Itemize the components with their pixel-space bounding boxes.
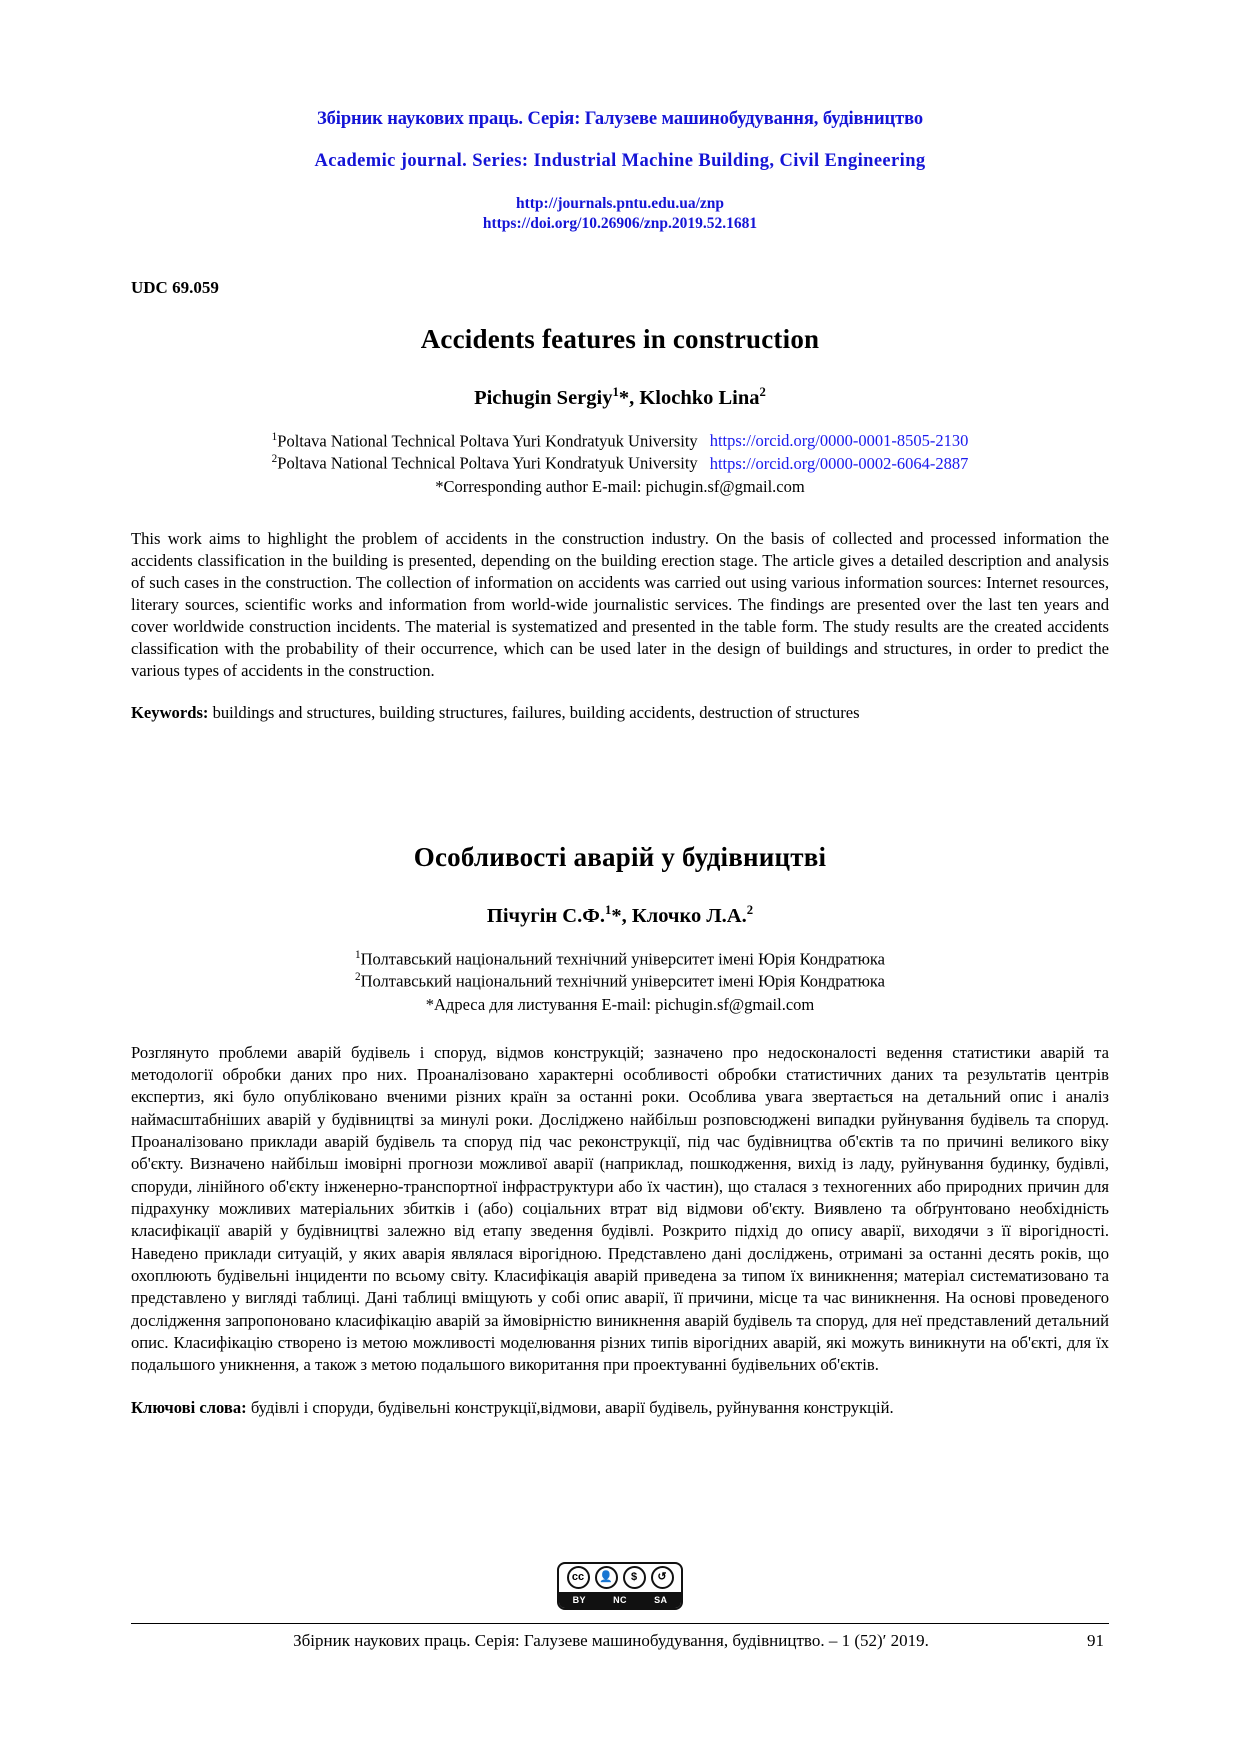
ukrainian-section [131,842,1109,1418]
affiliations-ukrainian [131,948,1109,1016]
cc-nc-label: NC [613,1595,627,1605]
affiliation-1-marker-ua: 1 [354,949,361,961]
affiliation-1-marker-en: 1 [271,430,278,443]
license-badge-wrapper [131,1562,1109,1615]
keywords-label-en: Keywords: [131,703,209,723]
cc-by-label: BY [572,1595,586,1605]
journal-url-link[interactable]: http://journals.pntu.edu.ua/znp [515,195,725,213]
page-content [131,0,1109,1419]
footer-divider [131,1623,1109,1624]
affiliation-2-name-en: Poltava National Technical Poltava Yuri Kondratyuk University [277,453,698,473]
journal-doi-link[interactable]: https://doi.org/10.26906/znp.2019.52.1681 [482,215,758,233]
affiliation-2-name-ua: Полтавський національний технічний університет імені Юрія Кондратюка [360,971,886,991]
corresponding-author-email-ua[interactable]: *Адреса для листування E-mail: pichugin.sf@gmail.com [425,994,815,1014]
cc-symbols-row [559,1564,681,1590]
affiliation-row-1-en [131,430,1109,452]
cc-circle-icon: cc [567,1566,590,1589]
footer-journal-reference: Збірник наукових праць. Серія: Галузеве машинобудування, будівництво. – 1 (52)′ 2019. [293,1631,929,1650]
authors-english [131,385,1109,410]
journal-title-ukrainian: Збірник наукових праць. Серія: Галузеве машинобудування, будівництво [316,109,924,129]
journal-header [131,108,1109,234]
affiliation-1-name-en: Poltava National Technical Poltava Yuri Kondratyuk University [277,431,698,451]
page-footer [131,1562,1109,1651]
udc-code: UDC 69.059 [131,278,219,298]
cc-sa-circle-icon: ↺ [651,1566,674,1589]
corresponding-star-ua: * [611,905,622,927]
keywords-value-ua: будівлі і споруди, будівельні конструкції,відмови, аварії будівель, руйнування конструкцій. [246,1397,894,1417]
cc-nc-circle-icon: $ [623,1566,646,1589]
author-1-name-ua: Пічугін С.Ф. [486,905,605,927]
affiliation-2-marker-en: 2 [271,453,278,466]
affiliation-2-marker-ua: 2 [354,971,361,984]
author-1-affil-marker-ua: 1 [604,903,612,918]
author-2-affil-marker-ua: 2 [746,903,754,918]
cc-labels-row [559,1592,681,1608]
affiliation-row-2-en [131,452,1109,474]
keywords-english [131,702,1109,724]
cc-by-circle-icon: 👤 [595,1566,618,1589]
cc-sa-label: SA [654,1595,668,1605]
article-title-english: Accidents features in construction [420,324,820,355]
abstract-english: This work aims to highlight the problem of accidents in the construction industry. On the basis of collected and processed information the accidents classification in the building is presented, depending on the building erection stage. The article gives a detailed description and analysis of such cases in the construction. The collection of information on accidents was carried out using various information sources: Internet resources, literary sources, scientific works and information from world-wide journalistic services. The findings are presented over the last ten years and cover worldwide construction incidents. The material is systematized and presented in the table form. The study results are the created accidents classification with the probability of their occurrence, which can be used later in the design of buildings and structures, in order to predict the various types of accidents in the construction. [131,528,1109,681]
journal-title-english: Academic journal. Series: Industrial Machine Building, Civil Engineering [314,151,926,172]
affiliation-row-1-ua [131,948,1109,970]
author-2-name-ua: , Клочко Л.А. [621,905,747,927]
creative-commons-icon[interactable] [557,1562,683,1610]
authors-ukrainian [131,903,1109,928]
author-2-affil-marker-en: 2 [759,385,766,400]
page-number: 91 [1087,1631,1104,1650]
author-1-affil-marker-en: 1 [612,385,619,400]
keywords-value-en: buildings and structures, building structures, failures, building accidents, destruction of structures [208,703,860,723]
keywords-label-ua: Ключові слова: [131,1397,247,1417]
author-1-name-en: Pichugin Sergiy [474,386,613,409]
orcid-link-2[interactable]: https://orcid.org/0000-0002-6064-2887 [709,453,969,473]
affiliation-1-name-ua: Полтавський національний технічний університет імені Юрія Кондратюка [360,949,886,969]
abstract-ukrainian: Розглянуто проблеми аварій будівель і споруд, відмов конструкцій; зазначено про недосконалості ведення статистики аварій та методології обробки даних про них. Проаналізовано характерні особливості обробки статистичних даних та результатів центрів експертиз, які було опубліковано вченими різних країн за останні роки. Особлива увага звертається на детальний опис і аналіз наймасштабніших аварій у будівництві за минулі роки. Досліджено найбільш розповсюджені випадки руйнування будівель та споруд. Проаналізовано приклади аварій будівель та споруд під час реконструкції, під час будівництва об'єктів та по причині великого віку об'єкту. Визначено найбільш імовірні прогнози можливої аварії (наприклад, пошкодження, вихід із ладу, руйнування будинку, будівлі, споруди, лінійного об'єкту інженерно-транспортної інфраструктури або їх частин), що сталася з техногенних або природних причин для підрахунку можливих матеріальних збитків і (або) соціальних втрат від відмови об'єкту. Виявлено та обґрунтовано необхідність класифікації аварій у будівництві залежно від етапу зведення будівлі. Розкрито підхід до опису аварії, виходячи з її вірогідності. Наведено приклади ситуацій, у яких аварія являлася вірогідною. Представлено дані досліджень, отримані за останні десять років, що охоплюють будівельні інциденти по всьому світу. Класифікація аварій приведена за типом їх виникнення; матеріал систематизовано та представлено у вигляді таблиці. Дані таблиці вміщують у собі опис аварії, її причини, місце та час виникнення. На основі проведеного дослідження запропоновано класифікацію аварій за ймовірністю виникнення аварій будівель та споруд, для неї представлений детальний опис. Класифікацію створено із метою можливості моделювання різних типів вірогідних аварій, які можуть виникнути на об'єкті, для їх подальшого уникнення, а також з метою подальшого викоритання при проектуванні будівельних об'єктів. [131,1042,1109,1375]
affiliation-row-2-ua [131,970,1109,992]
keywords-ukrainian [131,1397,1109,1419]
affiliations-english [131,430,1109,498]
footer-line [131,1631,1109,1651]
article-title-ukrainian: Особливості аварій у будівництві [413,842,827,873]
orcid-link-1[interactable]: https://orcid.org/0000-0001-8505-2130 [709,431,969,451]
corresponding-author-email-en[interactable]: *Corresponding author E-mail: pichugin.sf@gmail.com [435,476,805,496]
author-2-name-en: , Klochko Lina [629,386,760,409]
corresponding-star-en: * [618,386,630,409]
